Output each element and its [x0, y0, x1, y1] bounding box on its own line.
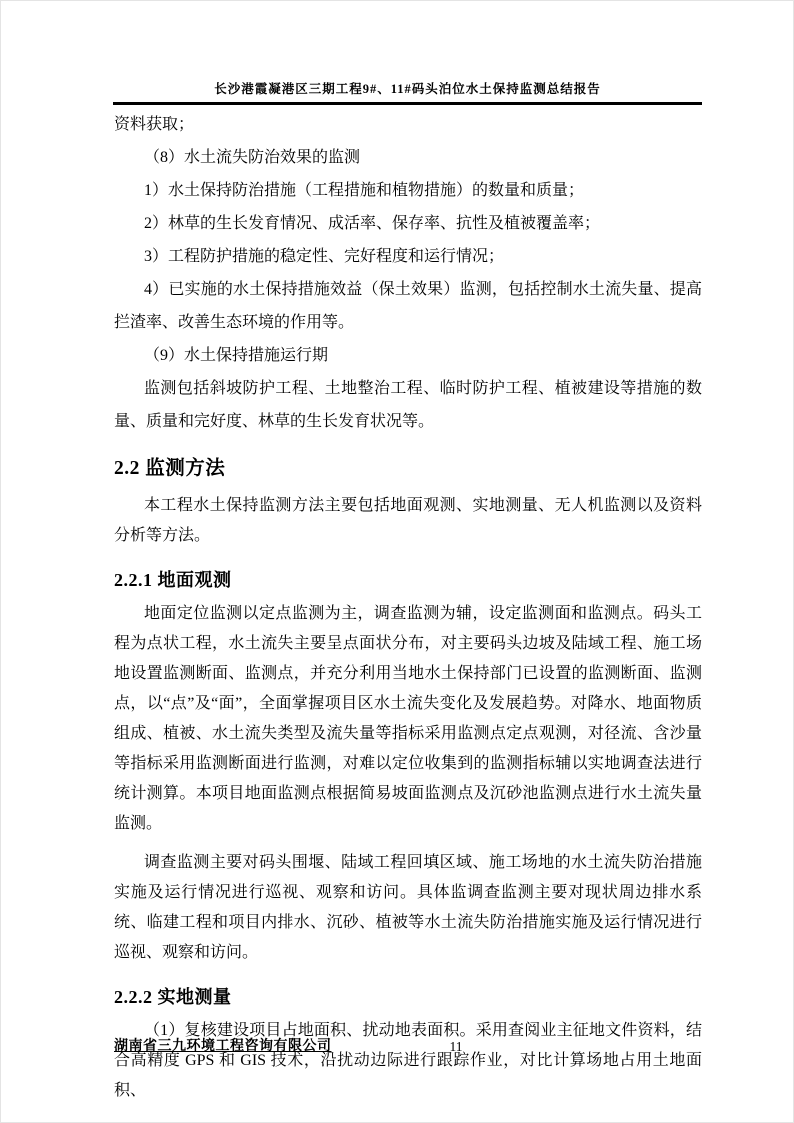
paragraph-subitem-4: 4）已实施的水土保持措施效益（保土效果）监测，包括控制水土流失量、提高拦渣率、改善生态环境的作用等。 [114, 281, 702, 331]
paragraph-item-8: （8）水土流失防治效果的监测 [144, 149, 361, 166]
paragraph-ground-observation: 地面定位监测以定点监测为主，调查监测为辅，设定监测面和监测点。码头工程为点状工程，水土流失主要呈点面状分布，对主要码头边坡及陆域工程、施工场地设置监测断面、监测点，并充分利用当地水土保持部门已设置的监测断面、监测点，以“点”及“面”，全面掌握项目区水土流失变化及发展趋势。对降水、地面物质组成、植被、水土流失类型及流失量等指标采用监测点定点观测，对径流、含沙量等指标采用监测断面进行监测，对难以定位收集到的监测指标辅以实地调查法进行统计测算。本项目地面监测点根据简易坡面监测点及沉砂池监测点进行水土流失量监测。 [114, 605, 702, 832]
heading-2-2: 2.2 监测方法 [114, 458, 226, 479]
paragraph-continuation: 资料获取； [114, 116, 195, 133]
paragraph-operation-period: 监测包括斜坡防护工程、土地整治工程、临时防护工程、植被建设等措施的数量、质量和完好度、林草的生长发育状况等。 [114, 380, 702, 430]
page-footer [114, 1037, 702, 1057]
paragraph-subitem-3: 3）工程防护措施的稳定性、完好程度和运行情况； [144, 248, 505, 265]
footer-company-name: 湖南省三九环境工程咨询有限公司 [114, 1039, 332, 1054]
paragraph-methods-intro: 本工程水土保持监测方法主要包括地面观测、实地测量、无人机监测以及资料分析等方法。 [114, 497, 702, 544]
paragraph-field-measurement: （1）复核建设项目占地面积、扰动地表面积。采用查阅业主征地文件资料，结合高精度 GPS 和 GIS 技术，沿扰动边际进行跟踪作业，对比计算场地占用土地面积、 [114, 1022, 702, 1099]
paragraph-subitem-1: 1）水土保持防治措施（工程措施和植物措施）的数量和质量； [144, 182, 585, 199]
paragraph-item-9: （9）水土保持措施运行期 [144, 347, 329, 364]
running-header [113, 79, 702, 105]
paragraph-subitem-2: 2）林草的生长发育情况、成活率、保存率、抗性及植被覆盖率； [144, 215, 601, 232]
heading-2-2-1: 2.2.1 地面观测 [114, 570, 232, 590]
running-header-title: 长沙港霞凝港区三期工程9#、11#码头泊位水土保持监测总结报告 [214, 82, 601, 96]
page-number: 11 [449, 1039, 463, 1054]
paragraph-survey-monitoring: 调查监测主要对码头围堰、陆域工程回填区域、施工场地的水土流失防治措施实施及运行情况进行巡视、观察和访问。具体监调查监测主要对现状周边排水系统、临建工程和项目内排水、沉砂、植被等水土流失防治措施实施及运行情况进行巡视、观察和访问。 [114, 854, 702, 961]
document-body [114, 108, 702, 1106]
heading-2-2-2: 2.2.2 实地测量 [114, 987, 232, 1007]
